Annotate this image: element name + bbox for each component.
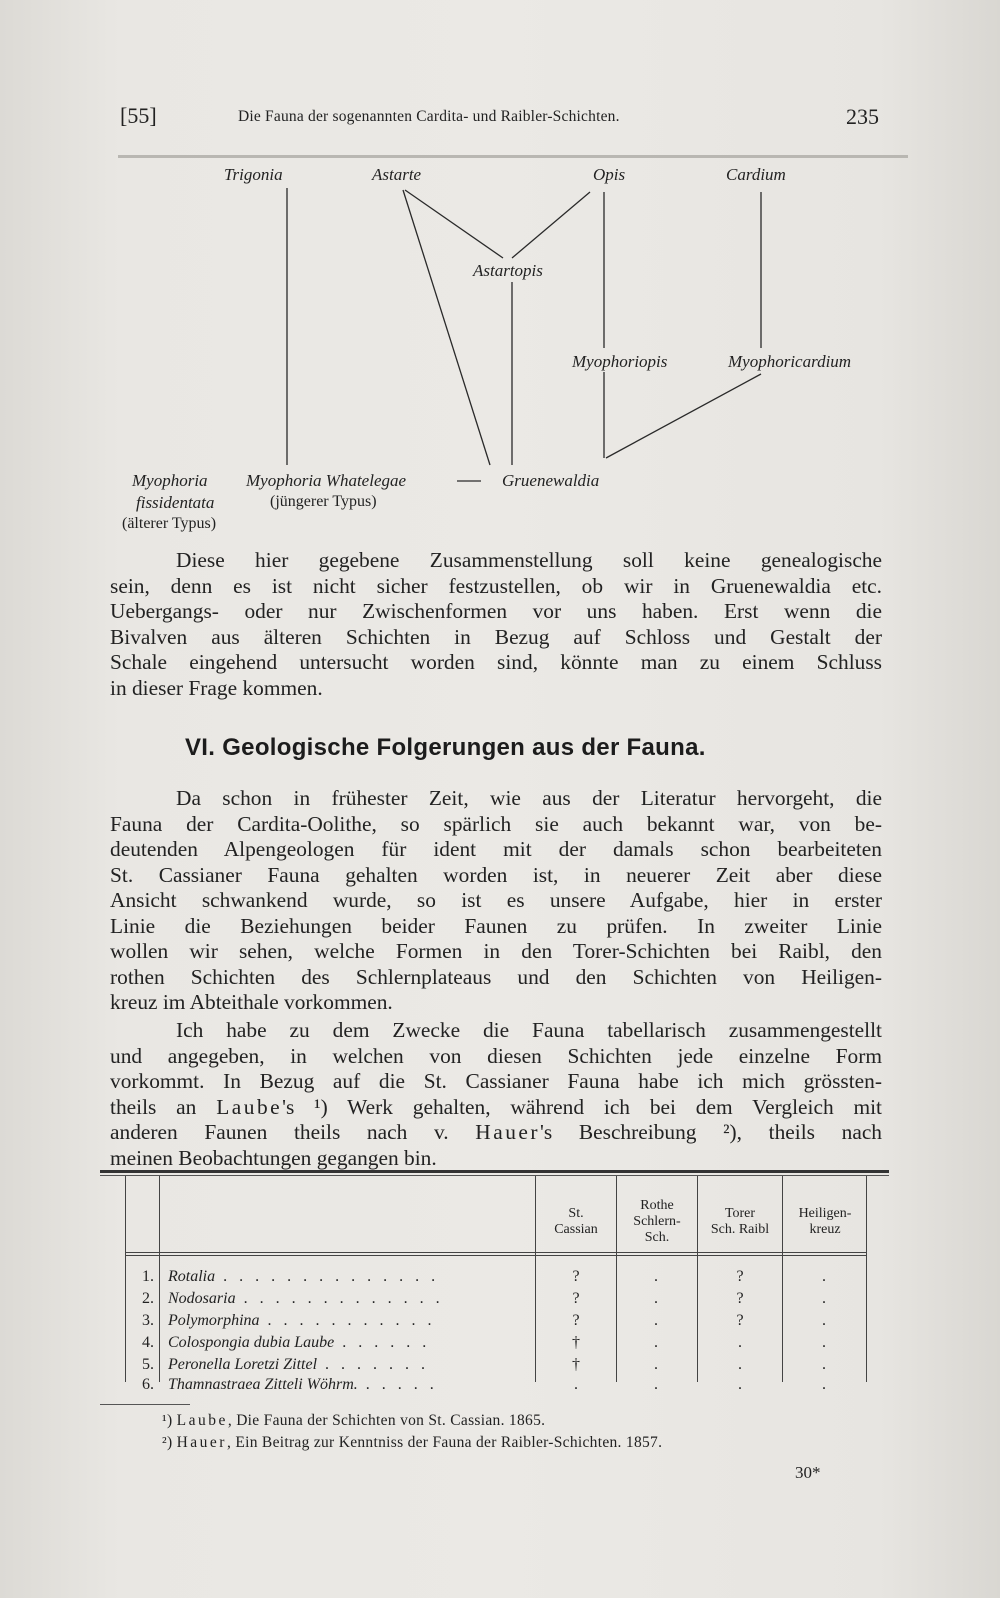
text-line: deutenden Alpengeologen für ident mit der damals schon bearbeiteten (110, 837, 882, 861)
diagram-label-myophoria-whatelegae: Myophoria Whatelegae (246, 471, 407, 490)
paragraph-diagram-note (110, 548, 882, 701)
species-name (168, 1334, 430, 1352)
text-line: vorkommt. In Bezug auf die St. Cassianer Fauna habe ich mich grössten- (110, 1069, 882, 1093)
species-name (168, 1356, 429, 1374)
row-number: 3. (142, 1312, 154, 1329)
diagram-label-myophoriopis: Myophoriopis (572, 352, 668, 371)
table-top-rule (100, 1170, 889, 1173)
footnote-author: Laube (176, 1412, 228, 1429)
row-number: 1. (142, 1268, 154, 1285)
text-line: kreuz im Abteithale vorkommen. (110, 990, 393, 1014)
cell-heiligenkreuz: . (822, 1268, 826, 1285)
footnote-text: , Ein Beitrag zur Kenntniss der Fauna der Raibler-Schichten. 1857. (226, 1434, 663, 1451)
text-line: Schale eingehend untersucht worden sind, könnte man zu einem Schluss (110, 650, 882, 674)
section-heading: VI. Geologische Folgerungen aus der Fauna. (185, 734, 706, 761)
cell-rothe-schlern: . (654, 1312, 658, 1329)
cell-st-cassian: ? (572, 1268, 580, 1285)
cell-rothe-schlern: . (654, 1268, 658, 1285)
diagram-label-astartopis: Astartopis (473, 261, 543, 280)
footnote-text: , Die Fauna der Schichten von St. Cassian. 1865. (227, 1412, 546, 1429)
text-line: Ansicht schwankend wurde, so ist es unsere Aufgabe, hier in erster (110, 888, 882, 912)
text-line: St. Cassianer Fauna gehalten worden ist, in neuerer Zeit aber diese (110, 862, 882, 887)
cell-heiligenkreuz: . (822, 1356, 826, 1373)
row-number: 4. (142, 1334, 154, 1351)
header-line: kreuz (809, 1222, 841, 1237)
footnote-rule (100, 1404, 190, 1405)
header-line: Sch. Raibl (710, 1222, 770, 1237)
footnote-author: Hauer (176, 1434, 227, 1451)
paragraph-method (110, 1018, 882, 1171)
footnote-2 (162, 1434, 662, 1452)
cell-torer-raibl: ? (736, 1268, 744, 1285)
cell-st-cassian: ? (572, 1312, 580, 1329)
cell-heiligenkreuz: . (822, 1312, 826, 1329)
row-number: 5. (142, 1356, 154, 1373)
footnote-1 (162, 1412, 545, 1430)
cell-torer-raibl: . (738, 1356, 742, 1373)
author-name-hauer: Hauer (475, 1120, 541, 1144)
text-fragment: 's ¹) Werk gehalten, während ich bei dem Vergleich mit (282, 1094, 882, 1119)
cell-torer-raibl: . (738, 1334, 742, 1351)
text-line: meinen Beobachtungen gegangen bin. (110, 1145, 437, 1170)
species-name (168, 1376, 438, 1394)
cell-rothe-schlern: . (654, 1356, 658, 1373)
table-header-rothe-schlern (618, 1198, 696, 1246)
myophoricardium-diagonal (606, 374, 761, 458)
text-fragment: anderen Faunen theils nach v. (110, 1120, 476, 1144)
diagram-label-opis: Opis (593, 165, 626, 184)
diagram-label-aelterer-typus: (älterer Typus) (122, 515, 217, 532)
author-name-laube: Laube (216, 1094, 283, 1119)
page-bracket-number: [55] (120, 103, 157, 128)
astarte-left-line (403, 190, 490, 465)
table-column-divider (616, 1176, 617, 1382)
cell-rothe-schlern: . (654, 1290, 658, 1307)
row-number: 6. (142, 1376, 154, 1393)
text-line: Da schon in frühester Zeit, wie aus der Literatur hervorgeht, die (176, 786, 882, 810)
text-line: Bivalven aus älteren Schichten in Bezug auf Schloss und Gestalt der (110, 624, 882, 649)
text-fragment: theils an (110, 1094, 217, 1119)
table-header-rule (125, 1252, 866, 1253)
cell-st-cassian: † (572, 1356, 580, 1373)
text-line: sein, denn es ist nicht sicher festzustellen, ob wir in Gruenewaldia etc. (110, 573, 882, 598)
text-line: und angegeben, in welchen von diesen Schichten jede einzelne Form (110, 1043, 882, 1068)
table-header-st-cassian (537, 1206, 615, 1238)
text-line: Ich habe zu dem Zwecke die Fauna tabellarisch zusammengestellt (176, 1018, 882, 1042)
header-line: St. (568, 1206, 584, 1221)
table-header-torer-raibl (698, 1206, 782, 1238)
diagram-label-fissidentata: fissidentata (136, 493, 215, 512)
leader-dots: . . . . . . (334, 1334, 431, 1351)
leader-dots: . . . . . . . . . . . . . (235, 1290, 444, 1307)
footnote-mark: ²) (162, 1434, 173, 1451)
text-fragment: 's Beschreibung ²), theils nach (540, 1120, 883, 1144)
cell-torer-raibl: ? (736, 1290, 744, 1307)
diagram-label-trigonia: Trigonia (224, 165, 283, 184)
diagram-label-astarte: Astarte (372, 165, 422, 184)
species-name (168, 1268, 439, 1286)
signature-mark: 30* (795, 1463, 821, 1482)
cell-rothe-schlern: . (654, 1334, 658, 1351)
diagram-label-myophoria: Myophoria (132, 471, 208, 490)
text-line: wollen wir sehen, welche Formen in den Torer-Schichten bei Raibl, den (110, 939, 882, 963)
table-column-divider (782, 1176, 783, 1382)
species-label: Polymorphina (168, 1312, 260, 1329)
species-label: Peronella Loretzi Zittel (168, 1356, 318, 1373)
cell-heiligenkreuz: . (822, 1290, 826, 1307)
cell-heiligenkreuz: . (822, 1334, 826, 1351)
cell-torer-raibl: . (738, 1376, 742, 1393)
text-line: Fauna der Cardita-Oolithe, so spärlich sie auch bekannt war, von be- (110, 811, 882, 836)
header-line: Sch. (644, 1230, 670, 1245)
table-column-divider (535, 1176, 536, 1382)
text-line: Linie die Beziehungen beider Faunen zu prüfen. In zweiter Linie (110, 913, 882, 938)
text-line: Uebergangs- oder nur Zwischenformen vor uns haben. Erst wenn die (110, 599, 882, 623)
species-label: Thamnastraea Zitteli Wöhrm. (168, 1376, 358, 1393)
cell-st-cassian: . (574, 1376, 578, 1393)
leader-dots: . . . . . . . . . . . . . . (215, 1268, 440, 1285)
header-line: Schlern- (633, 1214, 681, 1229)
diagram-label-juengerer-typus: (jüngerer Typus) (270, 493, 377, 510)
text-line: in dieser Frage kommen. (110, 675, 323, 700)
species-name (168, 1290, 444, 1308)
table-top-rule-thin (100, 1175, 889, 1176)
footnote-mark: ¹) (162, 1412, 173, 1429)
text-line (110, 1120, 882, 1146)
cell-torer-raibl: ? (736, 1312, 744, 1329)
running-title: Die Fauna der sogenannten Cardita- und Raibler-Schichten. (238, 108, 620, 125)
leader-dots: . . . . . . . . . . . (259, 1312, 436, 1329)
species-label: Nodosaria (168, 1290, 236, 1307)
leader-dots: . . . . . (357, 1376, 438, 1393)
table-header-rule (125, 1255, 866, 1256)
page-number: 235 (846, 104, 879, 129)
table-border-right (866, 1176, 867, 1382)
paragraph-intro (110, 786, 882, 1016)
diagram-label-cardium: Cardium (726, 165, 786, 184)
species-label: Rotalia (168, 1268, 216, 1285)
text-line (110, 1095, 882, 1121)
header-line: Cassian (554, 1222, 598, 1237)
text-line: Diese hier gegebene Zusammenstellung soll keine genealogische (176, 548, 882, 572)
table-header-heiligenkreuz (784, 1206, 866, 1238)
species-name (168, 1312, 436, 1330)
cell-rothe-schlern: . (654, 1376, 658, 1393)
cell-heiligenkreuz: . (822, 1376, 826, 1393)
cell-st-cassian: † (572, 1334, 580, 1351)
diagram-label-myophoricardium: Myophoricardium (728, 352, 852, 371)
header-line: Rothe (640, 1198, 674, 1213)
table-column-divider (159, 1176, 160, 1382)
leader-dots: . . . . . . . (317, 1356, 430, 1373)
row-number: 2. (142, 1290, 154, 1307)
cell-st-cassian: ? (572, 1290, 580, 1307)
diagram-label-gruenewaldia: Gruenewaldia (502, 471, 600, 490)
header-line: Heiligen- (798, 1206, 852, 1221)
header-line: Torer (724, 1206, 756, 1221)
text-line: rothen Schichten des Schlernplateaus und den Schichten von Heiligen- (110, 964, 882, 989)
astarte-right-line (405, 190, 503, 258)
species-label: Colospongia dubia Laube (168, 1334, 335, 1351)
opis-line (512, 192, 590, 258)
